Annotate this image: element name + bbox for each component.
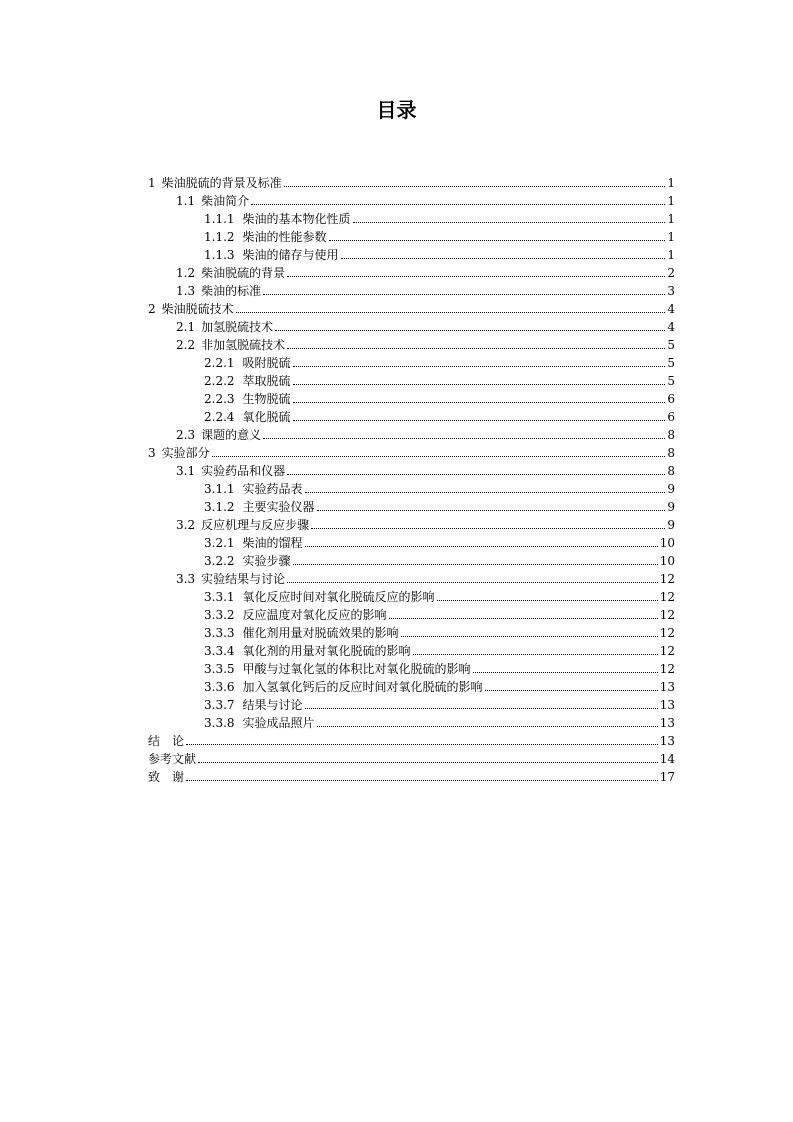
toc-entry-number: 3.3.6 <box>204 680 235 694</box>
toc-entry[interactable] <box>148 245 675 263</box>
toc-entry-label: 氧化脱硫 <box>242 410 291 424</box>
toc-entry-number: 3.3.3 <box>204 626 235 640</box>
toc-entry-page: 17 <box>659 770 675 784</box>
toc-entry[interactable] <box>148 605 675 623</box>
toc-entry-number: 1.3 <box>176 284 196 298</box>
toc-dot-leader <box>293 409 666 425</box>
toc-entry[interactable] <box>148 173 675 191</box>
toc-entry-page: 12 <box>659 572 675 586</box>
toc-entry-label: 柴油的标准 <box>201 284 262 298</box>
toc-entry-number: 2.1 <box>176 320 196 334</box>
toc-entry-page: 8 <box>667 446 675 460</box>
toc-dot-leader <box>287 571 658 587</box>
toc-entry-page: 12 <box>659 626 675 640</box>
toc-entry-number: 1.1 <box>176 194 196 208</box>
toc-dot-leader <box>287 265 665 281</box>
toc-entry[interactable] <box>148 749 675 767</box>
toc-entry-number: 1.1.3 <box>204 248 235 262</box>
page-title: 目录 <box>376 98 417 122</box>
toc-dot-leader <box>186 769 658 785</box>
toc-entry-label: 柴油的性能参数 <box>242 230 327 244</box>
toc-dot-leader <box>413 643 658 659</box>
toc-dot-leader <box>263 283 665 299</box>
toc-entry-page: 12 <box>659 590 675 604</box>
toc-entry-label: 柴油的储存与使用 <box>242 248 339 262</box>
toc-entry-label: 氧化剂的用量对氧化脱硫的影响 <box>242 644 411 658</box>
toc-entry[interactable] <box>148 587 675 605</box>
toc-entry[interactable] <box>148 389 675 407</box>
toc-entry-page: 13 <box>659 716 675 730</box>
toc-entry-label: 实验步骤 <box>242 554 291 568</box>
toc-entry[interactable] <box>148 659 675 677</box>
toc-entry[interactable] <box>148 299 675 317</box>
toc-entry-number: 1.1.2 <box>204 230 235 244</box>
toc-entry[interactable] <box>148 371 675 389</box>
toc-dot-leader <box>389 607 658 623</box>
toc-entry[interactable] <box>148 497 675 515</box>
toc-entry-number: 3.2.1 <box>204 536 235 550</box>
toc-entry-label: 致 谢 <box>148 770 185 784</box>
toc-entry-number: 3.3.7 <box>204 698 235 712</box>
toc-entry-number: 2.2.4 <box>204 410 235 424</box>
toc-dot-leader <box>305 535 658 551</box>
toc-entry-number: 2.2.1 <box>204 356 235 370</box>
toc-entry[interactable] <box>148 281 675 299</box>
toc-entry-page: 3 <box>667 284 675 298</box>
toc-entry[interactable] <box>148 551 675 569</box>
toc-dot-leader <box>186 733 658 749</box>
toc-entry-page: 4 <box>667 302 675 316</box>
toc-entry-page: 10 <box>659 536 675 550</box>
toc-entry[interactable] <box>148 353 675 371</box>
toc-dot-leader <box>317 715 658 731</box>
toc-entry-label: 实验药品表 <box>242 482 303 496</box>
toc-dot-leader <box>353 211 666 227</box>
toc-entry-number: 1.1.1 <box>204 212 235 226</box>
toc-entry-page: 9 <box>667 518 675 532</box>
toc-entry[interactable] <box>148 767 675 785</box>
toc-entry-page: 12 <box>659 644 675 658</box>
toc-entry-number: 3.3 <box>176 572 196 586</box>
toc-entry-number: 3.2.2 <box>204 554 235 568</box>
toc-entry-label: 氧化反应时间对氧化脱硫反应的影响 <box>242 590 435 604</box>
toc-entry-page: 8 <box>667 428 675 442</box>
toc-entry-page: 4 <box>667 320 675 334</box>
toc-entry-label: 柴油脱硫的背景及标准 <box>161 176 282 190</box>
toc-entry-page: 6 <box>667 392 675 406</box>
toc-entry-label: 结 论 <box>148 734 185 748</box>
toc-entry[interactable] <box>148 227 675 245</box>
toc-entry-number: 3.1.2 <box>204 500 235 514</box>
toc-entry-label: 柴油的馏程 <box>242 536 303 550</box>
toc-entry-label: 甲酸与过氧化氢的体积比对氧化脱硫的影响 <box>242 662 471 676</box>
toc-dot-leader <box>293 553 658 569</box>
toc-entry[interactable] <box>148 623 675 641</box>
toc-entry-page: 9 <box>667 482 675 496</box>
toc-entry-number: 3.1 <box>176 464 196 478</box>
toc-entry[interactable] <box>148 533 675 551</box>
toc-entry-label: 参考文献 <box>148 752 197 766</box>
toc-entry-number: 3.3.5 <box>204 662 235 676</box>
toc-entry-label: 结果与讨论 <box>242 698 303 712</box>
toc-entry-label: 生物脱硫 <box>242 392 291 406</box>
toc-entry-page: 1 <box>667 248 675 262</box>
toc-entry-page: 8 <box>667 464 675 478</box>
toc-dot-leader <box>287 337 665 353</box>
toc-entry-page: 13 <box>659 680 675 694</box>
toc-entry-page: 1 <box>667 176 675 190</box>
toc-entry[interactable] <box>148 677 675 695</box>
toc-entry-number: 2.2.2 <box>204 374 235 388</box>
toc-dot-leader <box>236 301 666 317</box>
toc-entry-page: 1 <box>667 212 675 226</box>
toc-dot-leader <box>485 679 658 695</box>
toc-entry[interactable] <box>148 191 675 209</box>
toc-entry-label: 反应温度对氧化反应的影响 <box>242 608 387 622</box>
toc-entry-label: 非加氢脱硫技术 <box>201 338 286 352</box>
toc-entry-number: 3.2 <box>176 518 196 532</box>
toc-entry-label: 柴油简介 <box>201 194 250 208</box>
toc-entry[interactable] <box>148 515 675 533</box>
toc-entry-page: 13 <box>659 734 675 748</box>
toc-entry-page: 12 <box>659 608 675 622</box>
toc-entry-label: 课题的意义 <box>201 428 262 442</box>
toc-entry-label: 催化剂用量对脱硫效果的影响 <box>242 626 399 640</box>
toc-dot-leader <box>341 247 666 263</box>
toc-entry-label: 柴油脱硫技术 <box>161 302 234 316</box>
toc-entry-label: 实验成品照片 <box>242 716 315 730</box>
toc-entry-label: 实验结果与讨论 <box>201 572 286 586</box>
toc-entry-number: 2.3 <box>176 428 196 442</box>
toc-dot-leader <box>287 463 665 479</box>
toc-dot-leader <box>198 751 658 767</box>
toc-entry[interactable] <box>148 713 675 731</box>
toc-entry-number: 2.2 <box>176 338 196 352</box>
toc-entry[interactable] <box>148 425 675 443</box>
toc-entry-page: 1 <box>667 194 675 208</box>
toc-dot-leader <box>293 391 666 407</box>
toc-dot-leader <box>293 373 666 389</box>
toc-entry-label: 柴油脱硫的背景 <box>201 266 286 280</box>
toc-entry-label: 萃取脱硫 <box>242 374 291 388</box>
toc-dot-leader <box>275 319 665 335</box>
toc-entry-page: 9 <box>667 500 675 514</box>
toc-entry[interactable] <box>148 461 675 479</box>
toc-entry-number: 3.3.8 <box>204 716 235 730</box>
toc-entry[interactable] <box>148 479 675 497</box>
toc-entry-label: 加入氢氧化钙后的反应时间对氧化脱硫的影响 <box>242 680 483 694</box>
toc-entry-page: 12 <box>659 662 675 676</box>
toc-dot-leader <box>305 697 658 713</box>
table-of-contents <box>148 173 675 785</box>
toc-dot-leader <box>251 193 665 209</box>
toc-dot-leader <box>317 499 666 515</box>
toc-entry-page: 5 <box>667 338 675 352</box>
toc-entry[interactable] <box>148 695 675 713</box>
toc-entry-page: 5 <box>667 374 675 388</box>
toc-dot-leader <box>293 355 666 371</box>
toc-entry-page: 14 <box>659 752 675 766</box>
toc-entry-label: 实验部分 <box>161 446 210 460</box>
toc-entry-label: 加氢脱硫技术 <box>201 320 274 334</box>
toc-entry[interactable] <box>148 569 675 587</box>
toc-dot-leader <box>311 517 665 533</box>
toc-dot-leader <box>212 445 666 461</box>
toc-entry[interactable] <box>148 641 675 659</box>
toc-entry-page: 10 <box>659 554 675 568</box>
toc-entry-number: 3.3.4 <box>204 644 235 658</box>
toc-entry-page: 13 <box>659 698 675 712</box>
toc-entry-page: 1 <box>667 230 675 244</box>
toc-dot-leader <box>329 229 666 245</box>
toc-entry[interactable] <box>148 209 675 227</box>
toc-entry-label: 反应机理与反应步骤 <box>201 518 310 532</box>
toc-entry-number: 1 <box>148 176 156 190</box>
toc-entry[interactable] <box>148 263 675 281</box>
toc-entry-number: 3.3.2 <box>204 608 235 622</box>
toc-entry[interactable] <box>148 443 675 461</box>
toc-entry-number: 3 <box>148 446 156 460</box>
toc-entry-number: 1.2 <box>176 266 196 280</box>
toc-entry-page: 2 <box>667 266 675 280</box>
toc-dot-leader <box>473 661 658 677</box>
toc-dot-leader <box>437 589 658 605</box>
toc-dot-leader <box>305 481 666 497</box>
toc-entry-label: 主要实验仪器 <box>242 500 315 514</box>
toc-entry-number: 3.1.1 <box>204 482 235 496</box>
toc-entry[interactable] <box>148 731 675 749</box>
toc-entry-number: 2.2.3 <box>204 392 235 406</box>
toc-entry-label: 柴油的基本物化性质 <box>242 212 351 226</box>
toc-dot-leader <box>401 625 658 641</box>
toc-entry-label: 实验药品和仪器 <box>201 464 286 478</box>
toc-entry-page: 6 <box>667 410 675 424</box>
toc-entry-page: 5 <box>667 356 675 370</box>
toc-entry[interactable] <box>148 317 675 335</box>
toc-entry-number: 3.3.1 <box>204 590 235 604</box>
toc-dot-leader <box>284 175 666 191</box>
toc-entry[interactable] <box>148 335 675 353</box>
toc-entry-number: 2 <box>148 302 156 316</box>
toc-entry[interactable] <box>148 407 675 425</box>
toc-dot-leader <box>263 427 665 443</box>
toc-entry-label: 吸附脱硫 <box>242 356 291 370</box>
